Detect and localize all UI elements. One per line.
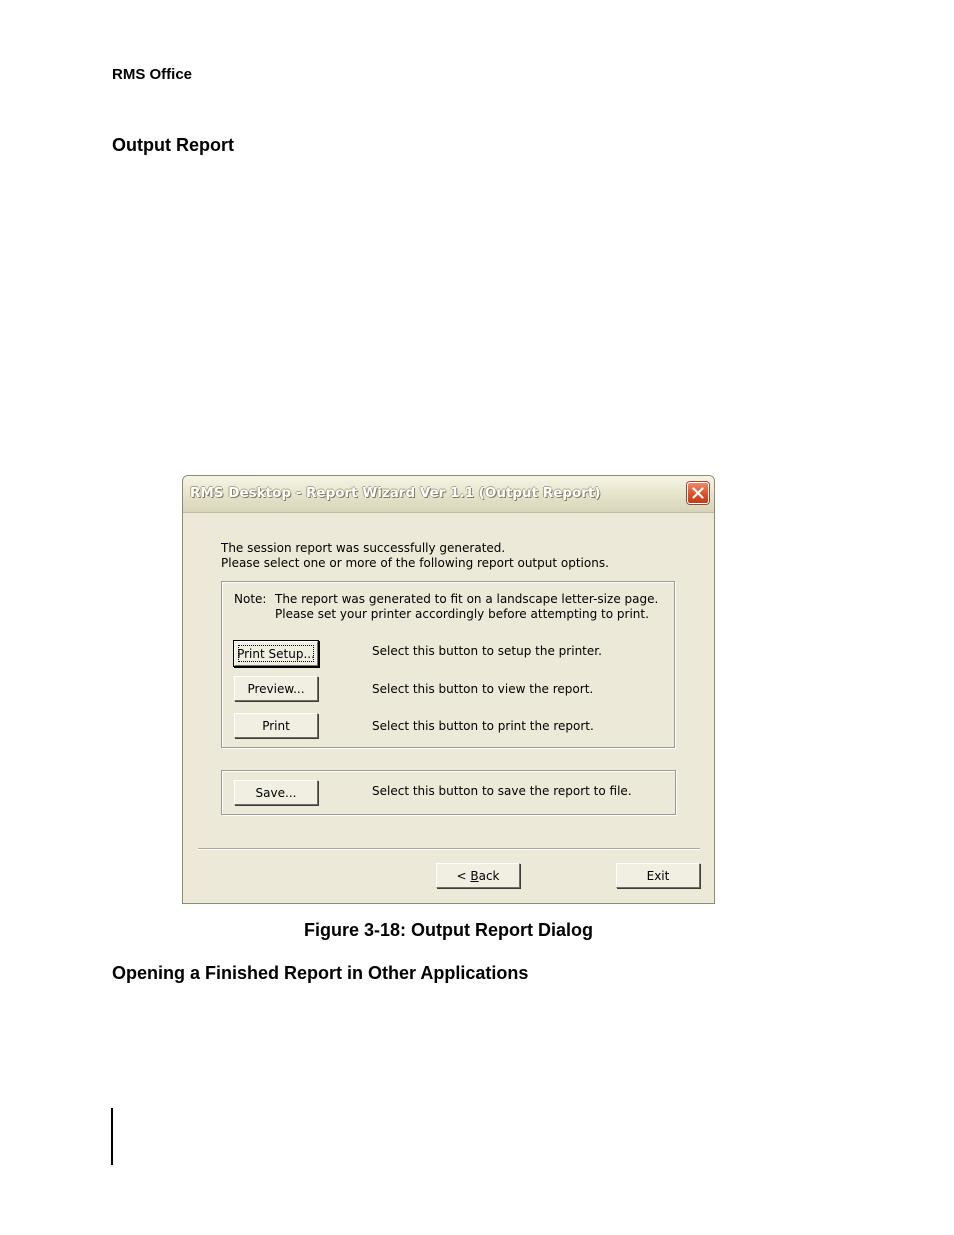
dialog-titlebar[interactable]: [183, 476, 714, 513]
intro-text: [221, 541, 609, 571]
dialog-title: RMS Desktop - Report Wizard Ver 1.1 (Output Report): [190, 485, 601, 501]
print-description: Select this button to print the report.: [372, 719, 594, 733]
print-setup-button[interactable]: Print Setup...: [234, 641, 318, 666]
running-header: RMS Office: [112, 66, 193, 83]
back-accelerator: B: [470, 868, 479, 883]
section-heading-opening-report: Opening a Finished Report in Other Applications: [112, 963, 529, 983]
preview-button[interactable]: Preview...: [234, 676, 318, 701]
exit-button[interactable]: Exit: [616, 863, 700, 888]
intro-line-1: The session report was successfully generated.: [221, 541, 506, 555]
preview-description: Select this button to view the report.: [372, 682, 594, 696]
output-report-dialog: [182, 475, 715, 904]
close-button[interactable]: [687, 482, 709, 504]
section-heading-output-report: Output Report: [112, 135, 234, 155]
dialog-separator: [198, 848, 700, 850]
note-text: The report was generated to fit on a landscape letter-size page. Please set your printer accordingly before attempting to print.: [275, 592, 659, 621]
save-button[interactable]: Save...: [234, 780, 318, 805]
note-label: Note:: [234, 592, 267, 606]
back-prefix: <: [456, 868, 471, 883]
back-button[interactable]: [436, 863, 520, 888]
intro-line-2: Please select one or more of the following report output options.: [221, 556, 609, 570]
margin-change-bar: [111, 1108, 113, 1165]
back-label-rest: ack: [478, 868, 500, 883]
save-description: Select this button to save the report to file.: [372, 784, 632, 798]
print-setup-description: Select this button to setup the printer.: [372, 644, 602, 658]
print-button[interactable]: Print: [234, 713, 318, 738]
figure-caption: Figure 3-18: Output Report Dialog: [303, 920, 593, 940]
close-icon: [692, 487, 704, 499]
